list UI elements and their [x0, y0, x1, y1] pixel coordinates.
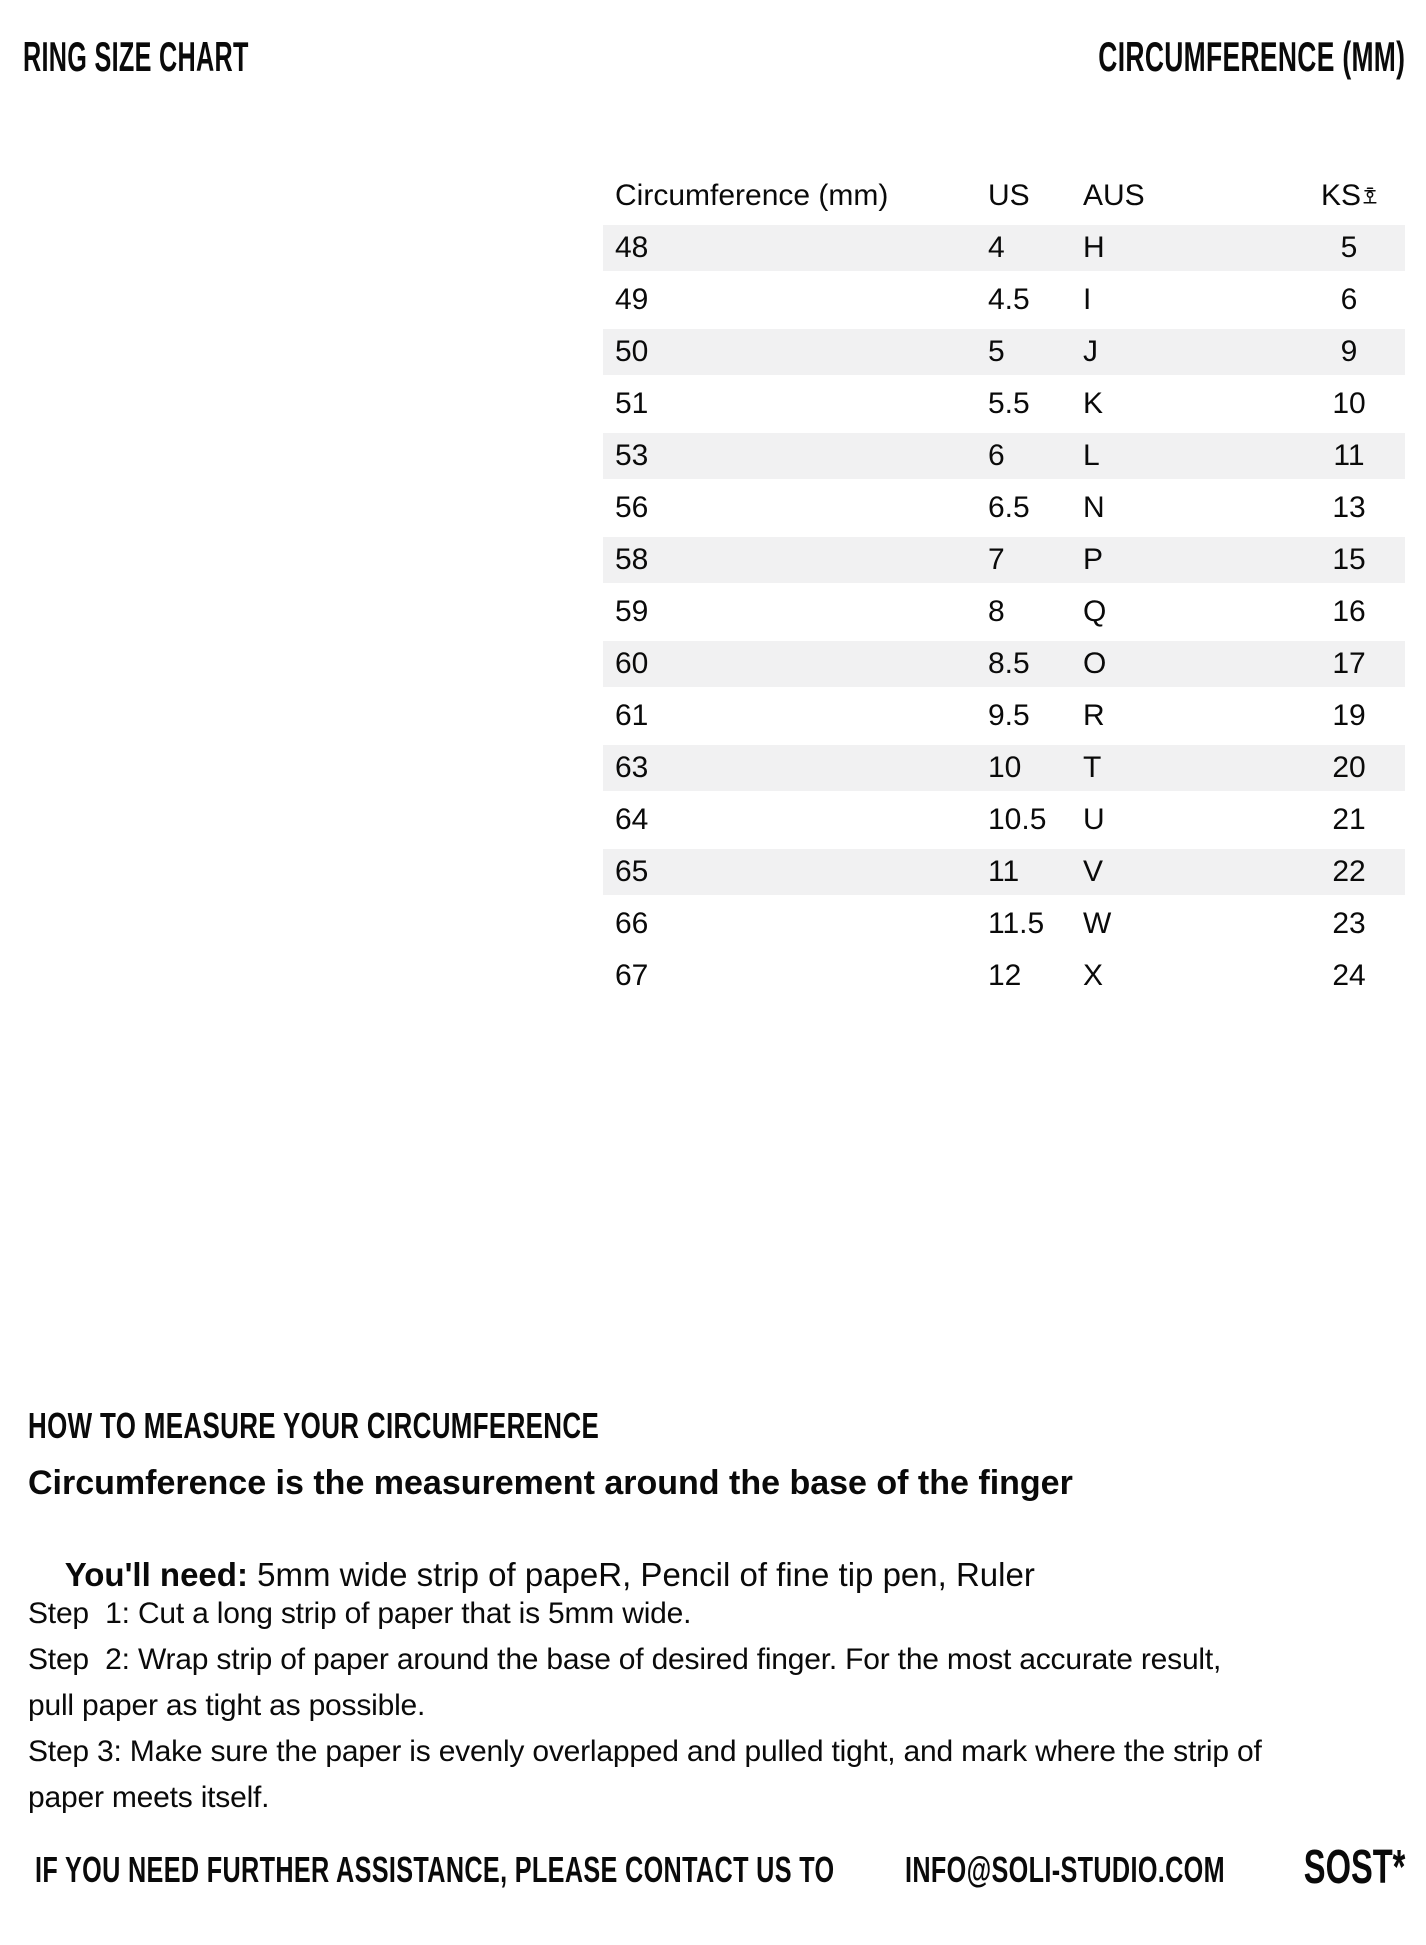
- cell-ks-size: 17: [1332, 647, 1366, 680]
- cell-circumference: 66: [615, 907, 649, 940]
- cell-us-size: 6.5: [988, 491, 1030, 524]
- cell-circumference: 49: [615, 283, 649, 316]
- cell-aus-size: W: [1083, 907, 1112, 940]
- circumference-definition: Circumference is the measurement around the base of the finger: [28, 1464, 1073, 1502]
- cell-us-size: 5.5: [988, 387, 1030, 420]
- cell-aus-size: Q: [1083, 595, 1107, 628]
- cell-aus-size: V: [1083, 855, 1104, 888]
- circumference-unit-heading: [918, 33, 1405, 80]
- steps-list: [28, 1591, 1262, 1821]
- cell-us-size: 6: [988, 439, 1005, 472]
- cell-aus-size: P: [1083, 543, 1104, 576]
- cell-circumference: 67: [615, 959, 649, 992]
- cell-ks-size: 5: [1340, 231, 1358, 264]
- step-line: paper meets itself.: [28, 1781, 270, 1814]
- cell-circumference: 51: [615, 387, 649, 420]
- cell-circumference: 48: [615, 231, 649, 264]
- cell-aus-size: J: [1083, 335, 1098, 368]
- header-aus: AUS: [1083, 179, 1145, 212]
- how-to-heading-text: HOW TO MEASURE YOUR CIRCUMFERENCE: [28, 1405, 600, 1446]
- cell-circumference: 59: [615, 595, 649, 628]
- cell-circumference: 56: [615, 491, 649, 524]
- table-row: [603, 586, 1405, 638]
- cell-ks-size: 21: [1332, 803, 1366, 836]
- page-title: [23, 33, 399, 80]
- cell-circumference: 64: [615, 803, 649, 836]
- step-line: Step 2: Wrap strip of paper around the base of desired finger. For the most accurate result,: [28, 1643, 1222, 1676]
- step-line: Step 1: Cut a long strip of paper that is 5mm wide.: [28, 1597, 692, 1630]
- youll-need-label: You'll need:: [64, 1556, 248, 1593]
- cell-us-size: 10.5: [988, 803, 1047, 836]
- table-row: [603, 274, 1405, 326]
- cell-ks-size: 6: [1340, 283, 1358, 316]
- cell-aus-size: N: [1083, 491, 1105, 524]
- cell-circumference: 53: [615, 439, 649, 472]
- cell-ks-size: 22: [1332, 855, 1366, 888]
- header-ks: [1303, 170, 1395, 222]
- header-ks-text: KS: [1320, 179, 1362, 212]
- cell-ks-size: 13: [1332, 491, 1366, 524]
- cell-ks-size: 23: [1332, 907, 1366, 940]
- cell-us-size: 11: [988, 855, 1020, 888]
- cell-circumference: 50: [615, 335, 649, 368]
- footer-assistance-text: IF YOU NEED FURTHER ASSISTANCE, PLEASE CONTACT US TO: [35, 1849, 835, 1890]
- header-us: US: [988, 179, 1030, 212]
- cell-ks-size: 10: [1332, 387, 1366, 420]
- table-row: [603, 534, 1405, 586]
- cell-aus-size: L: [1083, 439, 1100, 472]
- size-table-body: [603, 222, 1405, 1002]
- table-row: [603, 482, 1405, 534]
- cell-ks-size: 20: [1332, 751, 1366, 784]
- cell-us-size: 10: [988, 751, 1022, 784]
- cell-us-size: 8.5: [988, 647, 1030, 680]
- table-row: [603, 378, 1405, 430]
- step-line: pull paper as tight as possible.: [28, 1689, 426, 1722]
- cell-us-size: 4: [988, 231, 1005, 264]
- page-title-text: RING SIZE CHART: [23, 33, 249, 80]
- cell-us-size: 9.5: [988, 699, 1030, 732]
- cell-aus-size: T: [1083, 751, 1102, 784]
- step-line: Step 3: Make sure the paper is evenly overlapped and pulled tight, and mark where the strip of: [28, 1735, 1262, 1768]
- table-row: [603, 690, 1405, 742]
- cell-aus-size: O: [1083, 647, 1107, 680]
- cell-ks-size: 19: [1332, 699, 1366, 732]
- cell-aus-size: K: [1083, 387, 1104, 420]
- table-row: [603, 222, 1405, 274]
- cell-ks-size: 16: [1332, 595, 1366, 628]
- cell-aus-size: I: [1083, 283, 1092, 316]
- table-row: [603, 950, 1405, 1002]
- cell-circumference: 58: [615, 543, 649, 576]
- table-row: [603, 430, 1405, 482]
- table-row: [603, 638, 1405, 690]
- korean-ho-icon: [1363, 170, 1377, 222]
- cell-aus-size: X: [1083, 959, 1104, 992]
- cell-aus-size: U: [1083, 803, 1105, 836]
- cell-aus-size: H: [1083, 231, 1105, 264]
- cell-circumference: 60: [615, 647, 649, 680]
- cell-us-size: 5: [988, 335, 1005, 368]
- header-circumference: Circumference (mm): [615, 179, 889, 212]
- size-table: [603, 170, 1405, 1002]
- footer-email-text: INFO@SOLI-STUDIO.COM: [905, 1849, 1225, 1890]
- cell-ks-size: 11: [1333, 439, 1365, 472]
- circumference-unit-text: CIRCUMFERENCE (MM): [1098, 33, 1405, 80]
- youll-need-items: 5mm wide strip of papeR, Pencil of fine tip pen, Ruler: [257, 1556, 1035, 1593]
- cell-ks-size: 24: [1332, 959, 1366, 992]
- cell-ks-size: 15: [1332, 543, 1366, 576]
- cell-us-size: 8: [988, 595, 1005, 628]
- cell-us-size: 12: [988, 959, 1022, 992]
- cell-circumference: 65: [615, 855, 649, 888]
- footer-brand-text: SOST*: [1303, 1841, 1405, 1894]
- cell-circumference: 63: [615, 751, 649, 784]
- cell-us-size: 7: [988, 543, 1005, 576]
- table-row: [603, 742, 1405, 794]
- how-to-heading: [28, 1400, 821, 1452]
- cell-circumference: 61: [615, 699, 649, 732]
- cell-ks-size: 9: [1340, 335, 1358, 368]
- cell-aus-size: R: [1083, 699, 1105, 732]
- table-row: [603, 326, 1405, 378]
- cell-us-size: 4.5: [988, 283, 1030, 316]
- table-row: [603, 846, 1405, 898]
- footer-brand-logo: [1256, 1836, 1405, 1900]
- table-row: [603, 898, 1405, 950]
- table-row: [603, 794, 1405, 846]
- table-header-row: [603, 170, 1405, 222]
- cell-us-size: 11.5: [988, 907, 1045, 940]
